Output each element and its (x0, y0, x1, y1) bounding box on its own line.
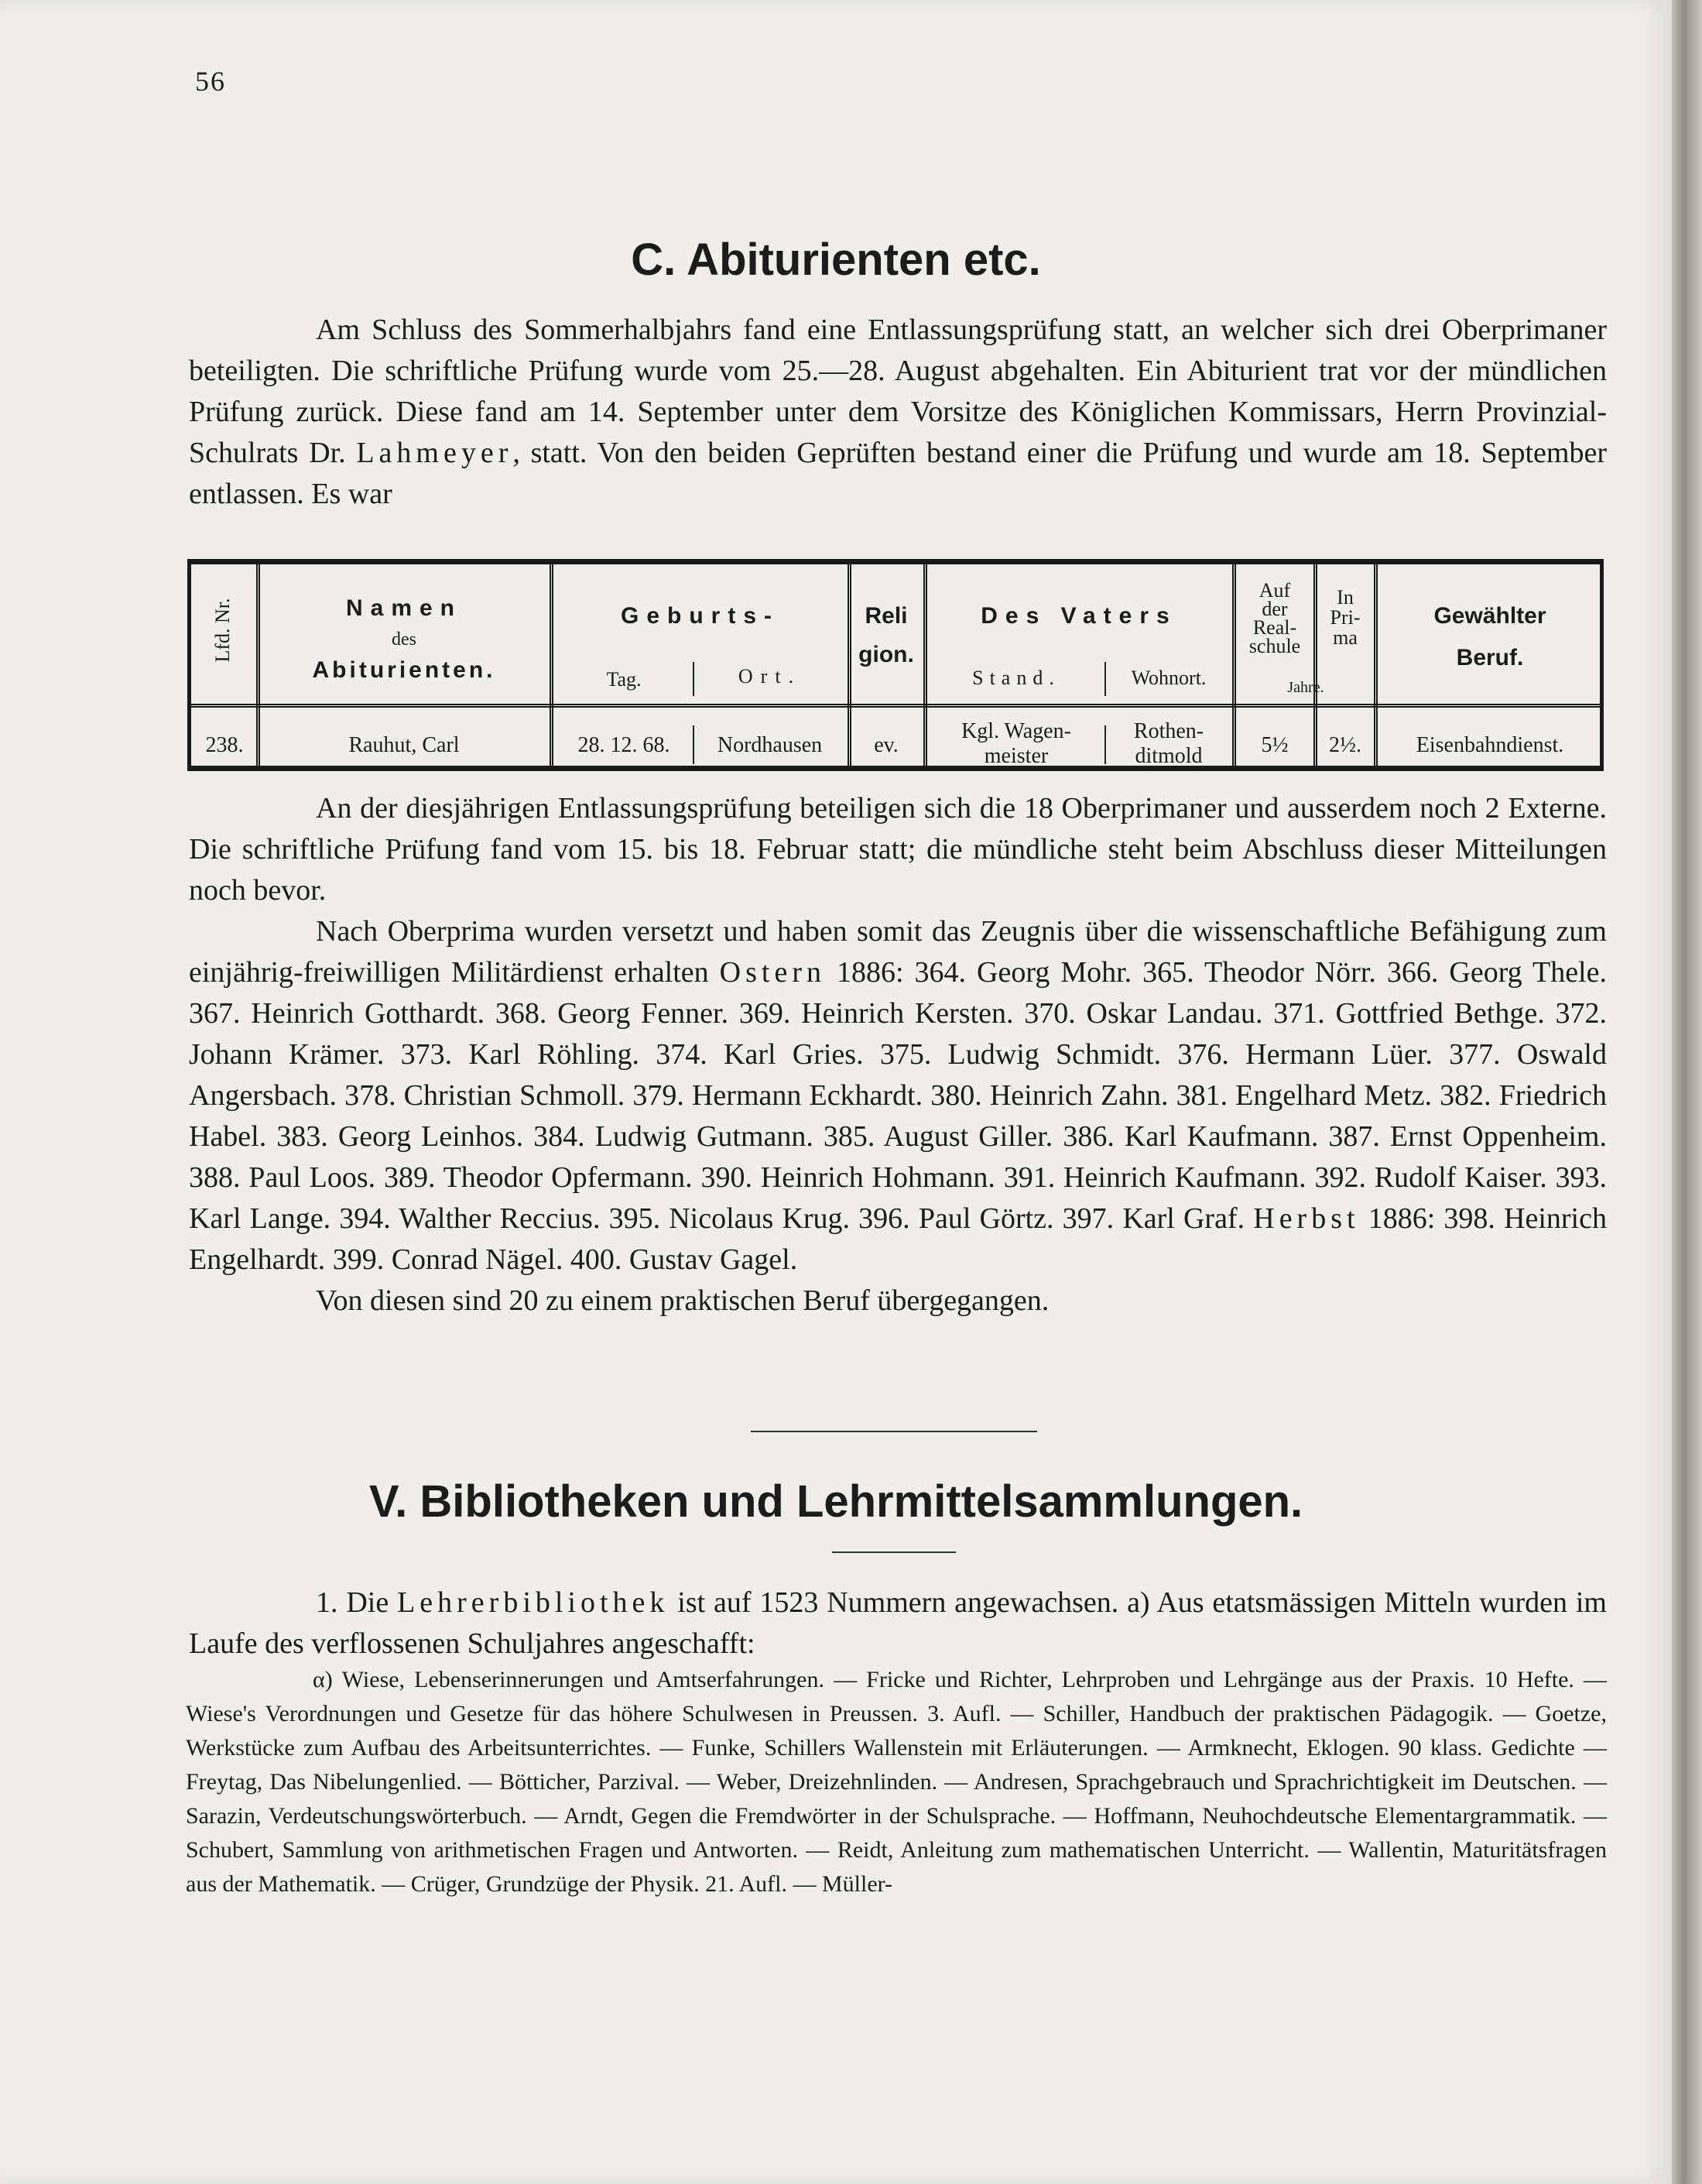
header-wohnort: Wohnort. (1131, 667, 1207, 689)
row-stand (928, 719, 1104, 769)
col-sep (1313, 564, 1317, 766)
row-realschule: 5½ (1261, 733, 1289, 757)
row-religion: ev. (874, 733, 899, 757)
header-tag: Tag. (606, 668, 642, 691)
col-sep (923, 564, 927, 766)
col-sep (1374, 564, 1378, 766)
header-realschule-line: Auf (1259, 579, 1291, 602)
sub-sep (1104, 662, 1106, 696)
row-prima: 2½. (1329, 733, 1361, 757)
row-wohnort-line: ditmold (1135, 744, 1203, 768)
paragraph-beruf: Von diesen sind 20 zu einem praktischen Beruf übergegangen. (316, 1284, 1050, 1317)
title-underline (832, 1551, 956, 1553)
header-jahre: Jahre. (1287, 679, 1324, 696)
row-wohnort (1108, 719, 1230, 769)
header-realschule-line: Real- (1252, 616, 1297, 639)
paragraph-entlassung: An der diesjährigen Entlassungsprüfung beteiligen sich die 18 Oberprimaner und ausserdem noch 2 Externe. Die schriftliche Prüfung fand vom 15. bis 18. Februar statt; die mündliche steht beim Abschluss dieser Mitteilungen noch bevor. (189, 792, 1607, 907)
versetzt-text-c: 1886: 398. Heinrich Engelhardt. 399. Conrad Nägel. 400. Gustav Gagel. (189, 1202, 1607, 1276)
versetzt-ostern: Ostern (719, 956, 826, 989)
header-stand: Stand. (972, 667, 1060, 689)
header-realschule-line: der (1262, 598, 1288, 620)
intro-lahmeyer: Lahmeyer (356, 437, 513, 469)
intro-text-1: Am Schluss des Sommerhalbjahrs fand eine Entlassungsprüfung statt, an welcher sich drei Oberprimaner beteiligten. Die schriftliche Prüfung wurde vom 25.—28. August abgehalten. Ein Abiturient trat vor der mündlichen Prüfung zurück. Diese fand am 14. September unter dem Vorsitze des Königlichen Kommissars, Herrn Provinzial-Schulrats Dr. (189, 314, 1607, 469)
bib-text-b: ist auf 1523 Nummern angewachsen. a) Aus etatsmässigen Mitteln wurden im Laufe des verflossenen Schuljahres angeschafft: (189, 1586, 1607, 1660)
abiturienten-table (187, 559, 1604, 771)
header-lfd-nr: Lfd. Nr. (211, 598, 234, 663)
header-realschule-line: schule (1248, 635, 1301, 657)
col-sep (550, 564, 553, 766)
header-des: des (392, 629, 416, 650)
header-prima-line: In (1337, 586, 1354, 609)
row-tag: 28. 12. 68. (577, 733, 670, 757)
section-c-title: C. Abiturienten etc. (631, 235, 1041, 285)
row-name: Rauhut, Carl (348, 733, 460, 757)
library-paragraph (189, 1582, 1607, 1665)
versetzt-herbst: Herbst (1253, 1202, 1360, 1235)
row-stand-line: Kgl. Wagen- (961, 719, 1071, 743)
section-divider (751, 1431, 1037, 1432)
header-realschule (1238, 581, 1312, 656)
versetzt-text-a: Nach Oberprima wurden versetzt und haben somit das Zeugnis über die wissenschaftliche Befähigung zum einjährig-freiwilligen Militärdienst erhalten (189, 915, 1607, 989)
row-wohnort-line: Rothen- (1133, 719, 1204, 743)
header-namen: Namen (345, 595, 463, 621)
row-ort: Nordhausen (717, 733, 823, 757)
page-edge (1672, 0, 1702, 2184)
row-nr: 238. (205, 733, 244, 757)
page-number: 56 (195, 66, 226, 97)
header-gewaehlter: Gewählter (1433, 603, 1546, 629)
after-table-text (189, 788, 1607, 1322)
header-religion-1: Reli (865, 603, 908, 629)
header-prima (1318, 588, 1372, 648)
header-geburts: Geburts- (620, 603, 779, 629)
row-beruf: Eisenbahndienst. (1416, 733, 1564, 757)
row-stand-line: meister (984, 744, 1049, 768)
paragraph-versetzt (189, 911, 1607, 1281)
section-v-title: V. Bibliotheken und Lehrmittelsammlungen. (368, 1476, 1303, 1527)
bib-text-a: 1. Die (316, 1586, 398, 1619)
header-rule (191, 704, 1600, 708)
row-sep (1104, 725, 1106, 764)
acquisitions-list: α) Wiese, Lebenserinnerungen und Amtserfahrungen. — Fricke und Richter, Lehrproben und Lehrgänge aus der Praxis. 10 Hefte. — Wiese's Verordnungen und Gesetze für das höhere Schulwesen in Preussen. 3. Aufl. — Schiller, Handbuch der praktischen Pädagogik. — Goetze, Werkstücke zum Aufbau des Arbeitsunterrichtes. — Funke, Schillers Wallenstein mit Erläuterungen. — Armknecht, Eklogen. 90 klass. Gedichte — Freytag, Das Nibelungenlied. — Bötticher, Parzival. — Weber, Dreizehnlinden. — Andresen, Sprachgebrauch und Sprachrichtigkeit im Deutschen. — Sarazin, Verdeutschungswörterbuch. — Arndt, Gegen die Fremdwörter in der Schulsprache. — Hoffmann, Neuhochdeutsche Elementargrammatik. — Schubert, Sammlung von arithmetischen Fragen und Antworten. — Reidt, Anleitung zum mathematischen Unterricht. — Wallentin, Maturitätsfragen aus der Mathematik. — Crüger, Grundzüge der Physik. 21. Aufl. — Müller- (186, 1667, 1607, 1897)
header-ort: Ort. (738, 665, 802, 687)
header-religion-2: gion. (858, 642, 914, 667)
header-prima-line: Pri- (1330, 606, 1361, 629)
versetzt-text-b: 1886: 364. Georg Mohr. 365. Theodor Nörr. 366. Georg Thele. 367. Heinrich Gotthardt. 368. Georg Fenner. 369. Heinrich Kersten. 370. Oskar Landau. 371. Gottfried Bethge. 372. Johann Krämer. 373. Karl Röhling. 374. Karl Gries. 375. Ludwig Schmidt. 376. Hermann Lüer. 377. Oswald Angersbach. 378. Christian Schmoll. 379. Hermann Eckhardt. 380. Heinrich Zahn. 381. Engelhard Metz. 382. Friedrich Habel. 383. Georg Leinhos. 384. Ludwig Gutmann. 385. August Giller. 386. Karl Kaufmann. 387. Ernst Oppenheim. 388. Paul Loos. 389. Theodor Opfermann. 390. Heinrich Hohmann. 391. Heinrich Kaufmann. 392. Rudolf Kaiser. 393. Karl Lange. 394. Walther Reccius. 395. Nicolaus Krug. 396. Paul Görtz. 397. Karl Graf. (189, 956, 1607, 1235)
header-prima-line: ma (1333, 626, 1358, 649)
col-sep (256, 564, 260, 766)
header-beruf: Beruf. (1456, 645, 1524, 670)
header-abiturienten: Abiturienten. (312, 657, 496, 683)
header-des-vaters: Des Vaters (981, 603, 1177, 629)
bib-lehrerbibliothek: Lehrerbibliothek (397, 1586, 669, 1619)
col-sep (1232, 564, 1236, 766)
intro-paragraph (189, 310, 1607, 515)
intro-text-2: , statt. Von den beiden Geprüften bestand einer die Prüfung und wurde am 18. September entlassen. Es war (189, 437, 1607, 510)
